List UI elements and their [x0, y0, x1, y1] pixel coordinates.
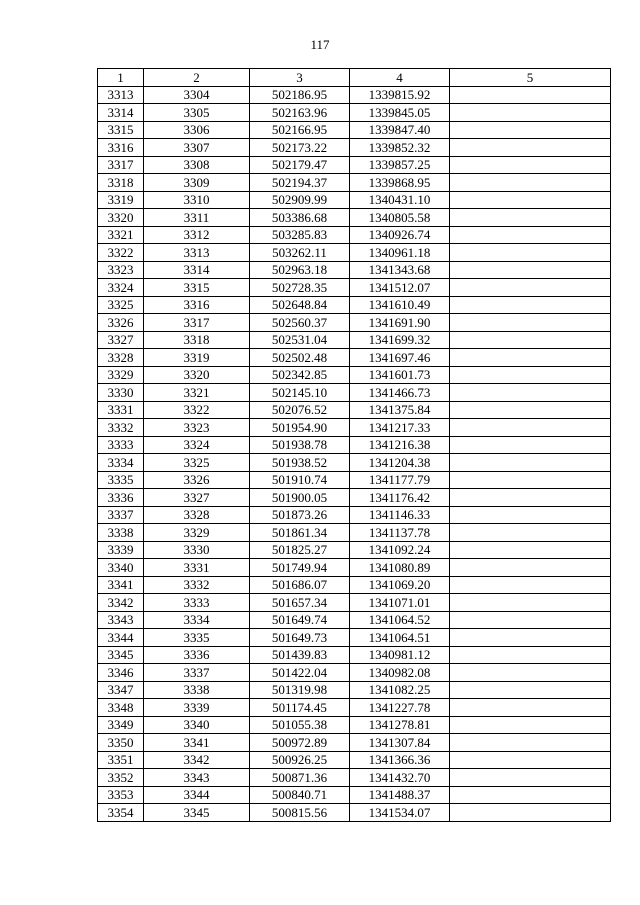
table-cell-col-3: 502186.95 — [250, 86, 350, 104]
table-row — [98, 226, 611, 244]
table-cell-col-2: 3310 — [144, 191, 250, 209]
table-cell-col-2: 3334 — [144, 611, 250, 629]
table-cell-col-5 — [450, 279, 611, 297]
table-cell-col-1: 3323 — [98, 261, 144, 279]
table-cell-col-5 — [450, 86, 611, 104]
table-row — [98, 646, 611, 664]
table-row — [98, 734, 611, 752]
table-cell-col-5 — [450, 419, 611, 437]
table-cell-col-1: 3342 — [98, 594, 144, 612]
table-cell-col-5 — [450, 734, 611, 752]
table-row — [98, 261, 611, 279]
table-cell-col-2: 3308 — [144, 156, 250, 174]
table-cell-col-2: 3335 — [144, 629, 250, 647]
table-cell-col-5 — [450, 401, 611, 419]
table-cell-col-2: 3319 — [144, 349, 250, 367]
table-cell-col-1: 3325 — [98, 296, 144, 314]
table-cell-col-3: 502963.18 — [250, 261, 350, 279]
table-cell-col-5 — [450, 769, 611, 787]
table-row — [98, 786, 611, 804]
table-cell-col-1: 3324 — [98, 279, 144, 297]
table-cell-col-3: 500871.36 — [250, 769, 350, 787]
table-row — [98, 314, 611, 332]
table-cell-col-4: 1341466.73 — [350, 384, 450, 402]
table-cell-col-2: 3305 — [144, 104, 250, 122]
table-cell-col-3: 501861.34 — [250, 524, 350, 542]
table-cell-col-1: 3332 — [98, 419, 144, 437]
table-cell-col-3: 502166.95 — [250, 121, 350, 139]
table-cell-col-5 — [450, 576, 611, 594]
table-cell-col-4: 1340805.58 — [350, 209, 450, 227]
table-cell-col-3: 501910.74 — [250, 471, 350, 489]
table-cell-col-2: 3329 — [144, 524, 250, 542]
table-cell-col-5 — [450, 751, 611, 769]
table-cell-col-2: 3309 — [144, 174, 250, 192]
table-cell-col-1: 3315 — [98, 121, 144, 139]
table-cell-col-5 — [450, 174, 611, 192]
table-cell-col-3: 503386.68 — [250, 209, 350, 227]
table-row — [98, 489, 611, 507]
column-header-5: 5 — [450, 69, 611, 87]
table-cell-col-2: 3315 — [144, 279, 250, 297]
table-cell-col-1: 3348 — [98, 699, 144, 717]
table-cell-col-2: 3304 — [144, 86, 250, 104]
table-cell-col-5 — [450, 664, 611, 682]
table-cell-col-1: 3352 — [98, 769, 144, 787]
table-cell-col-2: 3339 — [144, 699, 250, 717]
table-cell-col-3: 502560.37 — [250, 314, 350, 332]
table-cell-col-4: 1341512.07 — [350, 279, 450, 297]
table-cell-col-1: 3346 — [98, 664, 144, 682]
table-cell-col-2: 3341 — [144, 734, 250, 752]
table-cell-col-1: 3339 — [98, 541, 144, 559]
table-cell-col-4: 1339847.40 — [350, 121, 450, 139]
table-cell-col-1: 3334 — [98, 454, 144, 472]
table-cell-col-4: 1341216.38 — [350, 436, 450, 454]
table-cell-col-1: 3318 — [98, 174, 144, 192]
table-row — [98, 769, 611, 787]
table-cell-col-1: 3347 — [98, 681, 144, 699]
table-cell-col-4: 1340431.10 — [350, 191, 450, 209]
table-cell-col-3: 502728.35 — [250, 279, 350, 297]
table-cell-col-5 — [450, 209, 611, 227]
table-cell-col-3: 502909.99 — [250, 191, 350, 209]
table-cell-col-3: 501319.98 — [250, 681, 350, 699]
table-cell-col-3: 502648.84 — [250, 296, 350, 314]
table-cell-col-4: 1341610.49 — [350, 296, 450, 314]
table-cell-col-3: 503262.11 — [250, 244, 350, 262]
table-cell-col-3: 502342.85 — [250, 366, 350, 384]
table-cell-col-5 — [450, 786, 611, 804]
table-cell-col-3: 501649.73 — [250, 629, 350, 647]
table-cell-col-2: 3318 — [144, 331, 250, 349]
table-cell-col-1: 3349 — [98, 716, 144, 734]
table-row — [98, 244, 611, 262]
table-cell-col-4: 1339852.32 — [350, 139, 450, 157]
table-cell-col-1: 3328 — [98, 349, 144, 367]
table-cell-col-2: 3327 — [144, 489, 250, 507]
table-cell-col-1: 3320 — [98, 209, 144, 227]
table-cell-col-3: 501900.05 — [250, 489, 350, 507]
table-cell-col-2: 3344 — [144, 786, 250, 804]
table-cell-col-2: 3331 — [144, 559, 250, 577]
table-cell-col-4: 1341432.70 — [350, 769, 450, 787]
table-cell-col-1: 3319 — [98, 191, 144, 209]
table-cell-col-4: 1341146.33 — [350, 506, 450, 524]
table-cell-col-2: 3326 — [144, 471, 250, 489]
table-cell-col-2: 3333 — [144, 594, 250, 612]
table-cell-col-5 — [450, 506, 611, 524]
table-cell-col-4: 1341343.68 — [350, 261, 450, 279]
table-cell-col-4: 1340961.18 — [350, 244, 450, 262]
table-cell-col-3: 501954.90 — [250, 419, 350, 437]
table-cell-col-3: 502179.47 — [250, 156, 350, 174]
table-cell-col-4: 1341697.46 — [350, 349, 450, 367]
table-cell-col-3: 501439.83 — [250, 646, 350, 664]
table-cell-col-3: 500815.56 — [250, 804, 350, 822]
table-header-row — [98, 69, 611, 87]
table-cell-col-4: 1341488.37 — [350, 786, 450, 804]
table-cell-col-5 — [450, 489, 611, 507]
table-cell-col-5 — [450, 436, 611, 454]
table-cell-col-5 — [450, 104, 611, 122]
table-row — [98, 139, 611, 157]
table-cell-col-1: 3329 — [98, 366, 144, 384]
table-cell-col-2: 3340 — [144, 716, 250, 734]
table-cell-col-2: 3313 — [144, 244, 250, 262]
table-row — [98, 296, 611, 314]
table-row — [98, 454, 611, 472]
table-cell-col-4: 1341082.25 — [350, 681, 450, 699]
table-cell-col-4: 1341366.36 — [350, 751, 450, 769]
table-cell-col-2: 3338 — [144, 681, 250, 699]
table-cell-col-5 — [450, 156, 611, 174]
table-cell-col-4: 1341071.01 — [350, 594, 450, 612]
table-cell-col-1: 3321 — [98, 226, 144, 244]
table-cell-col-1: 3351 — [98, 751, 144, 769]
table-cell-col-4: 1339868.95 — [350, 174, 450, 192]
table-cell-col-3: 502145.10 — [250, 384, 350, 402]
table-row — [98, 156, 611, 174]
table-cell-col-3: 503285.83 — [250, 226, 350, 244]
table-cell-col-5 — [450, 331, 611, 349]
table-cell-col-5 — [450, 611, 611, 629]
table-cell-col-5 — [450, 524, 611, 542]
table-cell-col-5 — [450, 559, 611, 577]
table-cell-col-3: 502163.96 — [250, 104, 350, 122]
table-cell-col-1: 3345 — [98, 646, 144, 664]
table-cell-col-5 — [450, 716, 611, 734]
table-cell-col-4: 1340926.74 — [350, 226, 450, 244]
table-cell-col-2: 3345 — [144, 804, 250, 822]
table-cell-col-1: 3344 — [98, 629, 144, 647]
table-row — [98, 559, 611, 577]
table-cell-col-5 — [450, 261, 611, 279]
table-cell-col-3: 501422.04 — [250, 664, 350, 682]
table-cell-col-5 — [450, 804, 611, 822]
table-cell-col-4: 1341080.89 — [350, 559, 450, 577]
table-body — [98, 86, 611, 821]
table-cell-col-1: 3337 — [98, 506, 144, 524]
table-cell-col-5 — [450, 681, 611, 699]
table-row — [98, 541, 611, 559]
table-cell-col-4: 1341278.81 — [350, 716, 450, 734]
table-cell-col-2: 3330 — [144, 541, 250, 559]
table-cell-col-5 — [450, 594, 611, 612]
table-cell-col-4: 1341375.84 — [350, 401, 450, 419]
table-cell-col-1: 3317 — [98, 156, 144, 174]
table-row — [98, 279, 611, 297]
coordinates-table — [97, 68, 611, 822]
page-number: 117 — [310, 37, 330, 52]
table-row — [98, 699, 611, 717]
table-cell-col-2: 3324 — [144, 436, 250, 454]
table-cell-col-2: 3307 — [144, 139, 250, 157]
table-row — [98, 121, 611, 139]
table-cell-col-4: 1341176.42 — [350, 489, 450, 507]
table-row — [98, 401, 611, 419]
table-cell-col-5 — [450, 629, 611, 647]
table-row — [98, 471, 611, 489]
table-row — [98, 664, 611, 682]
table-cell-col-3: 501749.94 — [250, 559, 350, 577]
table-cell-col-5 — [450, 314, 611, 332]
table-cell-col-1: 3313 — [98, 86, 144, 104]
table-cell-col-1: 3343 — [98, 611, 144, 629]
table-cell-col-4: 1341307.84 — [350, 734, 450, 752]
table-cell-col-3: 502502.48 — [250, 349, 350, 367]
table-cell-col-1: 3322 — [98, 244, 144, 262]
table-cell-col-1: 3326 — [98, 314, 144, 332]
table-row — [98, 594, 611, 612]
table-cell-col-2: 3317 — [144, 314, 250, 332]
table-row — [98, 804, 611, 822]
table-row — [98, 209, 611, 227]
table-cell-col-2: 3328 — [144, 506, 250, 524]
table-cell-col-3: 502173.22 — [250, 139, 350, 157]
table-cell-col-2: 3316 — [144, 296, 250, 314]
table-cell-col-5 — [450, 699, 611, 717]
table-row — [98, 629, 611, 647]
table-cell-col-5 — [450, 646, 611, 664]
column-header-2: 2 — [144, 69, 250, 87]
table-cell-col-3: 501873.26 — [250, 506, 350, 524]
table-cell-col-1: 3335 — [98, 471, 144, 489]
table-cell-col-5 — [450, 296, 611, 314]
table-cell-col-5 — [450, 121, 611, 139]
table-cell-col-1: 3353 — [98, 786, 144, 804]
table-cell-col-1: 3333 — [98, 436, 144, 454]
table-cell-col-5 — [450, 226, 611, 244]
table-cell-col-3: 502194.37 — [250, 174, 350, 192]
table-cell-col-4: 1341217.33 — [350, 419, 450, 437]
table-cell-col-1: 3340 — [98, 559, 144, 577]
table-row — [98, 384, 611, 402]
table-cell-col-5 — [450, 139, 611, 157]
table-cell-col-2: 3337 — [144, 664, 250, 682]
table-row — [98, 716, 611, 734]
table-row — [98, 191, 611, 209]
table-cell-col-4: 1339845.05 — [350, 104, 450, 122]
table-row — [98, 576, 611, 594]
table-cell-col-5 — [450, 541, 611, 559]
table-cell-col-5 — [450, 454, 611, 472]
table-cell-col-1: 3338 — [98, 524, 144, 542]
table-cell-col-3: 501938.52 — [250, 454, 350, 472]
table-cell-col-2: 3322 — [144, 401, 250, 419]
table-cell-col-4: 1340981.12 — [350, 646, 450, 664]
table-cell-col-1: 3336 — [98, 489, 144, 507]
table-cell-col-5 — [450, 349, 611, 367]
table-cell-col-4: 1341227.78 — [350, 699, 450, 717]
table-cell-col-2: 3323 — [144, 419, 250, 437]
table-cell-col-4: 1340982.08 — [350, 664, 450, 682]
table-cell-col-2: 3342 — [144, 751, 250, 769]
table-row — [98, 751, 611, 769]
table-cell-col-2: 3336 — [144, 646, 250, 664]
table-cell-col-1: 3314 — [98, 104, 144, 122]
table-row — [98, 419, 611, 437]
table-cell-col-4: 1341601.73 — [350, 366, 450, 384]
table-cell-col-2: 3325 — [144, 454, 250, 472]
table-row — [98, 349, 611, 367]
table-cell-col-2: 3312 — [144, 226, 250, 244]
table-cell-col-4: 1341534.07 — [350, 804, 450, 822]
table-cell-col-1: 3331 — [98, 401, 144, 419]
table-cell-col-3: 501657.34 — [250, 594, 350, 612]
table-cell-col-4: 1341204.38 — [350, 454, 450, 472]
table-row — [98, 611, 611, 629]
table-cell-col-1: 3330 — [98, 384, 144, 402]
table-cell-col-3: 500840.71 — [250, 786, 350, 804]
table-cell-col-4: 1339815.92 — [350, 86, 450, 104]
column-header-1: 1 — [98, 69, 144, 87]
table-cell-col-2: 3320 — [144, 366, 250, 384]
table-cell-col-1: 3341 — [98, 576, 144, 594]
table-cell-col-3: 501649.74 — [250, 611, 350, 629]
table-row — [98, 524, 611, 542]
table-cell-col-3: 501938.78 — [250, 436, 350, 454]
table-cell-col-2: 3343 — [144, 769, 250, 787]
table-cell-col-3: 502076.52 — [250, 401, 350, 419]
table-cell-col-3: 502531.04 — [250, 331, 350, 349]
table-cell-col-5 — [450, 244, 611, 262]
table-cell-col-1: 3354 — [98, 804, 144, 822]
table-cell-col-4: 1341137.78 — [350, 524, 450, 542]
table-cell-col-1: 3327 — [98, 331, 144, 349]
table-cell-col-5 — [450, 471, 611, 489]
table-row — [98, 681, 611, 699]
table-cell-col-4: 1341699.32 — [350, 331, 450, 349]
table-cell-col-2: 3311 — [144, 209, 250, 227]
table-cell-col-2: 3321 — [144, 384, 250, 402]
table-cell-col-4: 1339857.25 — [350, 156, 450, 174]
table-cell-col-1: 3316 — [98, 139, 144, 157]
table-cell-col-4: 1341069.20 — [350, 576, 450, 594]
table-cell-col-4: 1341064.51 — [350, 629, 450, 647]
table-cell-col-2: 3314 — [144, 261, 250, 279]
table-cell-col-4: 1341177.79 — [350, 471, 450, 489]
table-row — [98, 436, 611, 454]
table-cell-col-1: 3350 — [98, 734, 144, 752]
column-header-3: 3 — [250, 69, 350, 87]
table-row — [98, 506, 611, 524]
table-cell-col-3: 501825.27 — [250, 541, 350, 559]
table-cell-col-4: 1341691.90 — [350, 314, 450, 332]
table-cell-col-5 — [450, 384, 611, 402]
table-cell-col-2: 3306 — [144, 121, 250, 139]
table-cell-col-3: 501686.07 — [250, 576, 350, 594]
table-row — [98, 104, 611, 122]
table-cell-col-5 — [450, 191, 611, 209]
table-cell-col-4: 1341092.24 — [350, 541, 450, 559]
table-row — [98, 366, 611, 384]
table-cell-col-3: 500926.25 — [250, 751, 350, 769]
table-row — [98, 174, 611, 192]
table-cell-col-2: 3332 — [144, 576, 250, 594]
column-header-4: 4 — [350, 69, 450, 87]
table-cell-col-3: 500972.89 — [250, 734, 350, 752]
table-cell-col-4: 1341064.52 — [350, 611, 450, 629]
table-row — [98, 331, 611, 349]
table-cell-col-5 — [450, 366, 611, 384]
table-row — [98, 86, 611, 104]
table-cell-col-3: 501055.38 — [250, 716, 350, 734]
table-cell-col-3: 501174.45 — [250, 699, 350, 717]
